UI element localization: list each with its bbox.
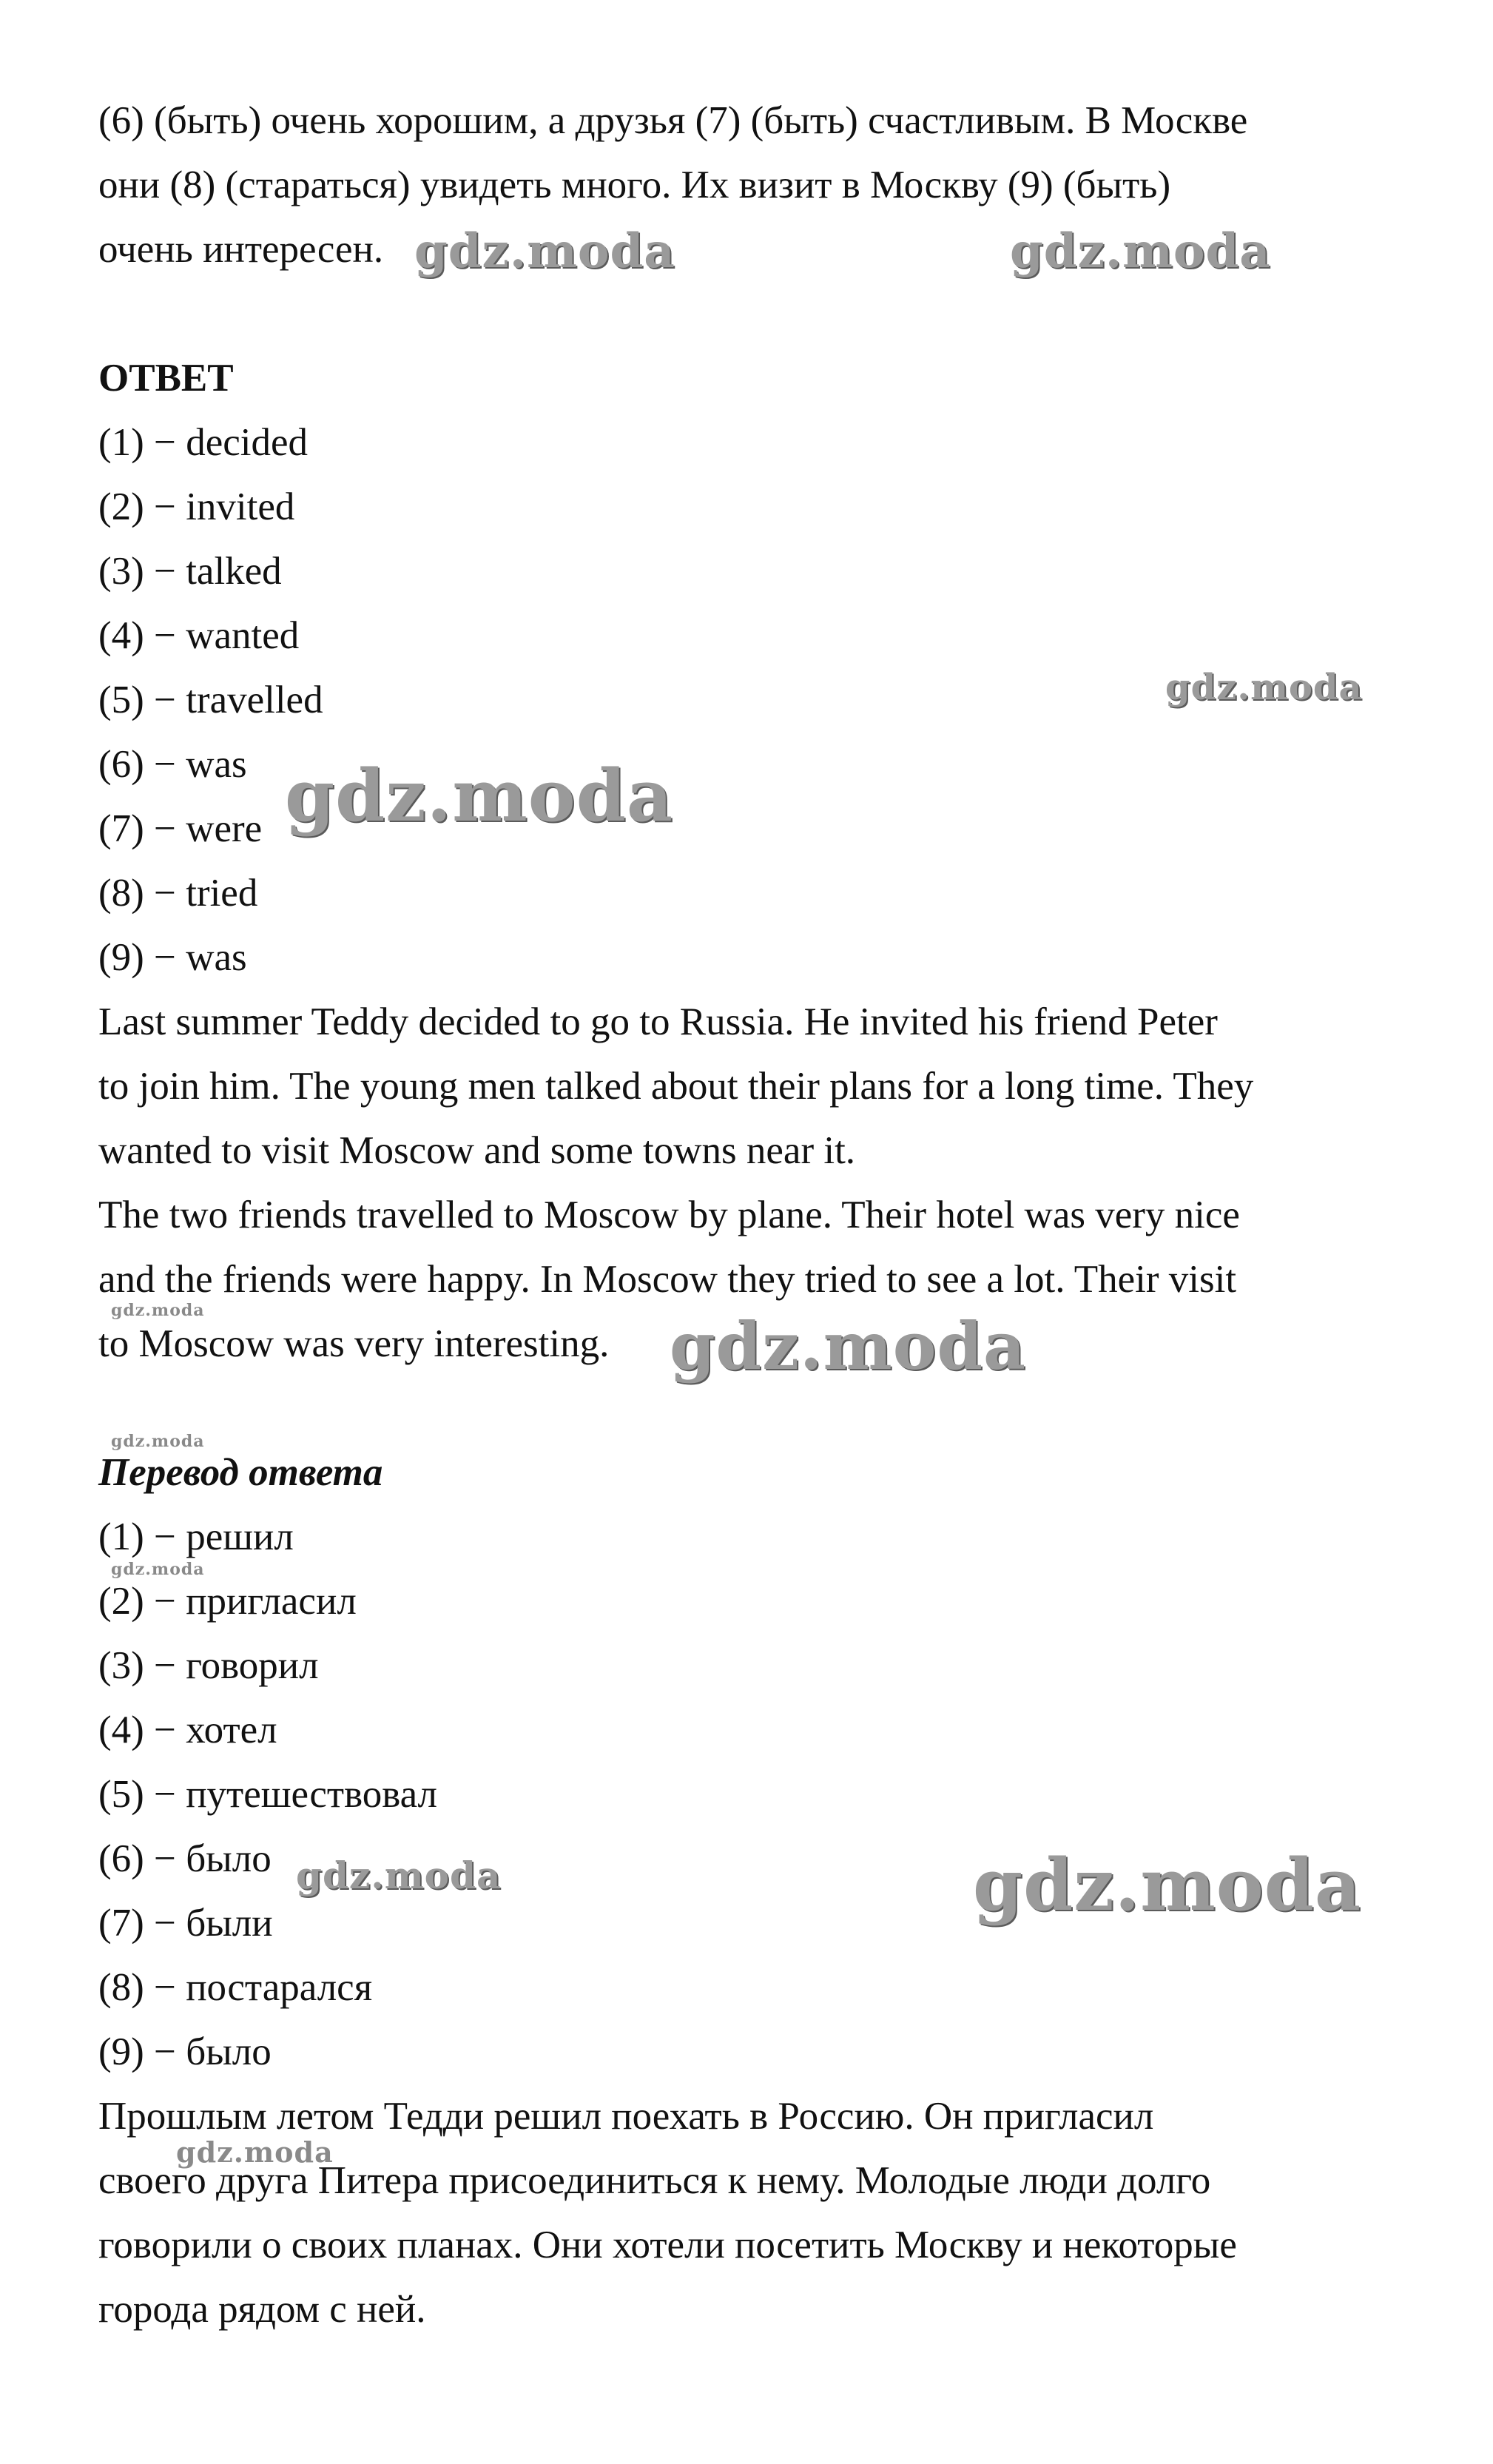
intro-line: очень интересен. bbox=[98, 228, 384, 271]
translation-item: (1) − решил bbox=[98, 1515, 294, 1558]
watermark: gdz.moda bbox=[285, 754, 674, 838]
answer-item: (4) − wanted bbox=[98, 614, 300, 657]
english-text-line: to join him. The young men talked about their plans for a long time. They bbox=[98, 1065, 1254, 1108]
watermark: gdz.moda bbox=[1165, 667, 1363, 708]
translation-item: (2) − пригласил bbox=[98, 1580, 357, 1623]
english-text-line: The two friends travelled to Moscow by plane. Their hotel was very nice bbox=[98, 1194, 1240, 1236]
answer-item: (8) − tried bbox=[98, 872, 258, 915]
watermark: gdz.moda bbox=[1010, 223, 1271, 279]
answer-item: (3) − talked bbox=[98, 550, 282, 593]
translation-item: (8) − постарался bbox=[98, 1966, 373, 2009]
english-text-line: and the friends were happy. In Moscow they tried to see a lot. Their visit bbox=[98, 1258, 1237, 1301]
translation-item: (7) − были bbox=[98, 1902, 273, 1945]
english-text-line: Last summer Teddy decided to go to Russia. He invited his friend Peter bbox=[98, 1000, 1218, 1043]
watermark: gdz.moda bbox=[296, 1854, 502, 1897]
watermark: gdz.moda bbox=[111, 1301, 205, 1320]
translation-item: (6) − было bbox=[98, 1837, 272, 1880]
watermark: gdz.moda bbox=[111, 1560, 205, 1579]
answer-item: (6) − was bbox=[98, 743, 247, 786]
translation-item: (9) − было bbox=[98, 2030, 272, 2073]
english-text-line: to Moscow was very interesting. bbox=[98, 1322, 610, 1365]
watermark: gdz.moda bbox=[670, 1307, 1027, 1384]
answer-item: (2) − invited bbox=[98, 485, 295, 528]
russian-text-line: города рядом с ней. bbox=[98, 2288, 426, 2331]
watermark: gdz.moda bbox=[111, 1432, 205, 1451]
watermark: gdz.moda bbox=[414, 223, 675, 279]
answer-item: (1) − decided bbox=[98, 421, 308, 464]
watermark: gdz.moda bbox=[973, 1843, 1362, 1927]
answer-item: (5) − travelled bbox=[98, 679, 323, 721]
answer-item: (7) − were bbox=[98, 807, 263, 850]
translation-item: (3) − говорил bbox=[98, 1644, 319, 1687]
russian-text-line: Прошлым летом Тедди решил поехать в Россию. Он пригласил bbox=[98, 2095, 1154, 2138]
russian-text-line: своего друга Питера присоединиться к нему. Молодые люди долго bbox=[98, 2159, 1211, 2202]
translation-item: (4) − хотел bbox=[98, 1709, 277, 1751]
intro-line: (6) (быть) очень хорошим, а друзья (7) (быть) счастливым. В Москве bbox=[98, 99, 1248, 142]
english-text-line: wanted to visit Moscow and some towns near it. bbox=[98, 1129, 856, 1172]
intro-line: они (8) (стараться) увидеть много. Их визит в Москву (9) (быть) bbox=[98, 164, 1171, 206]
watermark: gdz.moda bbox=[176, 2135, 334, 2169]
answer-heading: ОТВЕТ bbox=[98, 357, 234, 400]
answer-item: (9) − was bbox=[98, 936, 247, 979]
translation-heading: Перевод ответа bbox=[98, 1451, 383, 1494]
russian-text-line: говорили о своих планах. Они хотели посетить Москву и некоторые bbox=[98, 2224, 1237, 2266]
translation-item: (5) − путешествовал bbox=[98, 1773, 438, 1816]
